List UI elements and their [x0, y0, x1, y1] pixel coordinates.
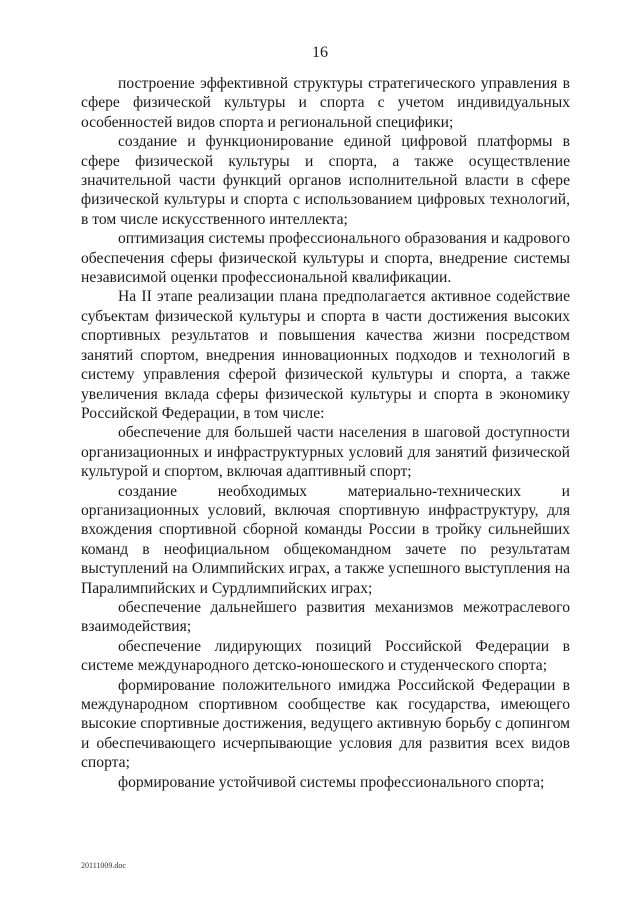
- paragraph-professional-sport: формирование устойчивой системы профессионального спорта;: [118, 773, 545, 791]
- document-body: [81, 74, 570, 792]
- paragraph-digital-platform: создание и функционирование единой цифровой платформы в сфере физической культуры и спорта, а также осуществление значительной части функций органов исполнительной власти в сфере физической культуры и спорта с использованием цифровых технологий, в том числе искусственного интеллекта;: [81, 133, 570, 228]
- paragraph-interagency: обеспечение дальнейшего развития механизмов межотраслевого взаимодействия;: [81, 598, 570, 636]
- paragraph-olympic-conditions: создание необходимых материально-технических и организационных условий, включая спортивную инфраструктуру, для вхождения спортивной сборной команды России в тройку сильнейших команд в неофициальном общекомандном зачете по результатам выступлений на Олимпийских играх, а также успешного выступления на Паралимпийских и Сурдлимпийских играх;: [81, 482, 570, 597]
- paragraph-positive-image: формирование положительного имиджа Российской Федерации в международном спортивном сообществе как государства, имеющего высокие спортивные достижения, ведущего активную борьбу с допингом и обеспечивающего исчерпывающие условия для развития всех видов спорта;: [81, 676, 570, 772]
- footer-filename: 20111009.doc: [81, 861, 126, 870]
- paragraph-strategic-management: построение эффективной структуры стратегического управления в сфере физической культуры и спорта с учетом индивидуальных особенностей видов спорта и региональной специфики;: [81, 75, 570, 131]
- paragraph-accessibility: обеспечение для большей части населения в шаговой доступности организационных и инфраструктурных условий для занятий физической культурой и спортом, включая адаптивный спорт;: [81, 424, 570, 481]
- paragraph-stage-two-intro: На II этапе реализации плана предполагается активное содействие субъектам физической культуры и спорта в части достижения высоких спортивных результатов и повышения качества жизни посредством занятий спортом, внедрения инновационных подходов и технологий в систему управления сферой физической культуры и спорта, а также увеличения вклада сферы физической культуры и спорта в экономику Российской Федерации, в том числе:: [81, 288, 570, 422]
- paragraph-education-optimization: оптимизация системы профессионального образования и кадрового обеспечения сферы физической культуры и спорта, внедрение системы независимой оценки профессиональной квалификации.: [81, 230, 570, 287]
- paragraph-leading-positions: обеспечение лидирующих позиций Российской Федерации в системе международного детско-юношеского и студенческого спорта;: [81, 637, 570, 675]
- page-number: 16: [312, 44, 328, 61]
